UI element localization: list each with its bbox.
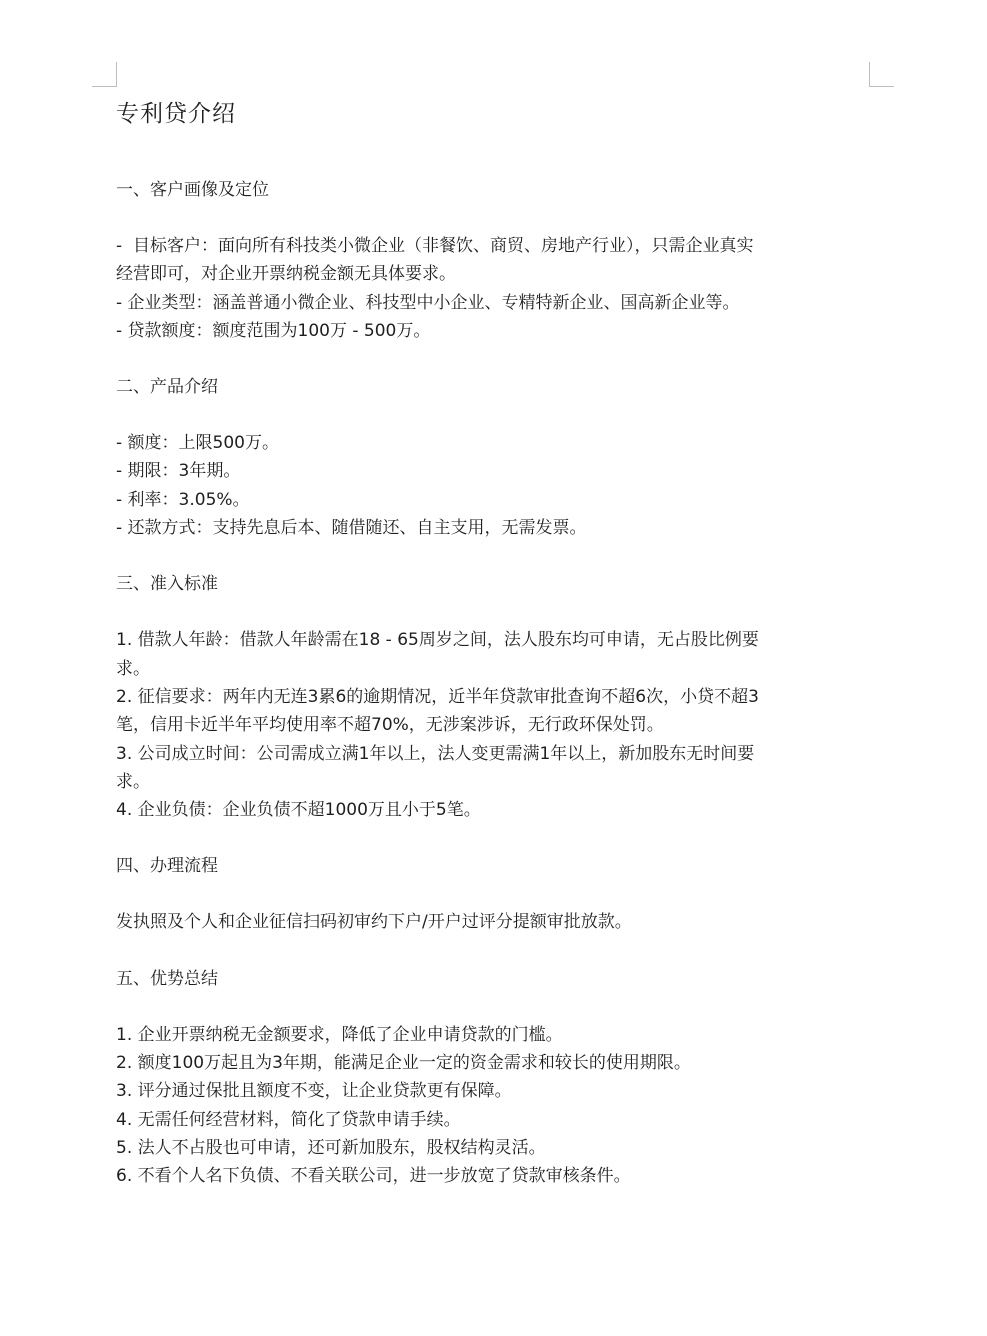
section-line: 1. 企业开票纳税无金额要求，降低了企业申请贷款的门槛。 (116, 1024, 563, 1045)
section-line: 求。 (116, 658, 150, 679)
section-heading-customer-profile: 一、客户画像及定位 (116, 180, 269, 200)
document-title: 专利贷介绍 (116, 101, 236, 127)
section-line: 1. 借款人年龄：借款人年龄需在18 - 65周岁之间，法人股东均可申请，无占股比例要 (116, 630, 759, 651)
section-line: 2. 征信要求：两年内无连3累6的逾期情况，近半年贷款审批查询不超6次，小贷不超3 (116, 686, 759, 707)
section-line: 发执照及个人和企业征信扫码初审约下户/开户过评分提额审批放款。 (116, 912, 632, 933)
section-line: 笔，信用卡近半年平均使用率不超70%，无涉案涉诉，无行政环保处罚。 (116, 715, 664, 736)
section-line: 3. 公司成立时间：公司需成立满1年以上，法人变更需满1年以上，新加股东无时间要 (116, 743, 755, 764)
section-line: 求。 (116, 771, 150, 792)
section-line: 6. 不看个人名下负债、不看关联公司，进一步放宽了贷款审核条件。 (116, 1166, 631, 1187)
section-line: - 期限：3年期。 (116, 461, 241, 482)
document-body (116, 98, 874, 1191)
section-line: - 贷款额度：额度范围为100万 - 500万。 (116, 320, 431, 341)
section-line: 4. 无需任何经营材料，简化了贷款申请手续。 (116, 1109, 461, 1130)
section-line: - 目标客户：面向所有科技类小微企业（非餐饮、商贸、房地产行业），只需企业真实 (116, 236, 754, 256)
page-corner-mark-top-right (869, 62, 894, 87)
section-line: - 利率：3.05%。 (116, 489, 250, 510)
section-line: 2. 额度100万起且为3年期，能满足企业一定的资金需求和较长的使用期限。 (116, 1053, 691, 1074)
section-line: 3. 评分通过保批且额度不变，让企业贷款更有保障。 (116, 1081, 512, 1102)
section-heading-process: 四、办理流程 (116, 856, 218, 877)
section-line: - 额度：上限500万。 (116, 433, 279, 454)
section-line: - 企业类型：涵盖普通小微企业、科技型中小企业、专精特新企业、国高新企业等。 (116, 292, 740, 313)
section-line: - 还款方式：支持先息后本、随借随还、自主支用，无需发票。 (116, 518, 587, 539)
page-corner-mark-top-left (92, 62, 117, 87)
section-heading-product-intro: 二、产品介绍 (116, 377, 218, 398)
section-line: 5. 法人不占股也可申请，还可新加股东，股权结构灵活。 (116, 1137, 546, 1158)
section-line: 经营即可，对企业开票纳税金额无具体要求。 (116, 264, 456, 285)
section-heading-admission-criteria: 三、准入标准 (116, 574, 218, 595)
section-line: 4. 企业负债：企业负债不超1000万且小于5笔。 (116, 800, 481, 821)
section-heading-advantages: 五、优势总结 (116, 968, 218, 989)
